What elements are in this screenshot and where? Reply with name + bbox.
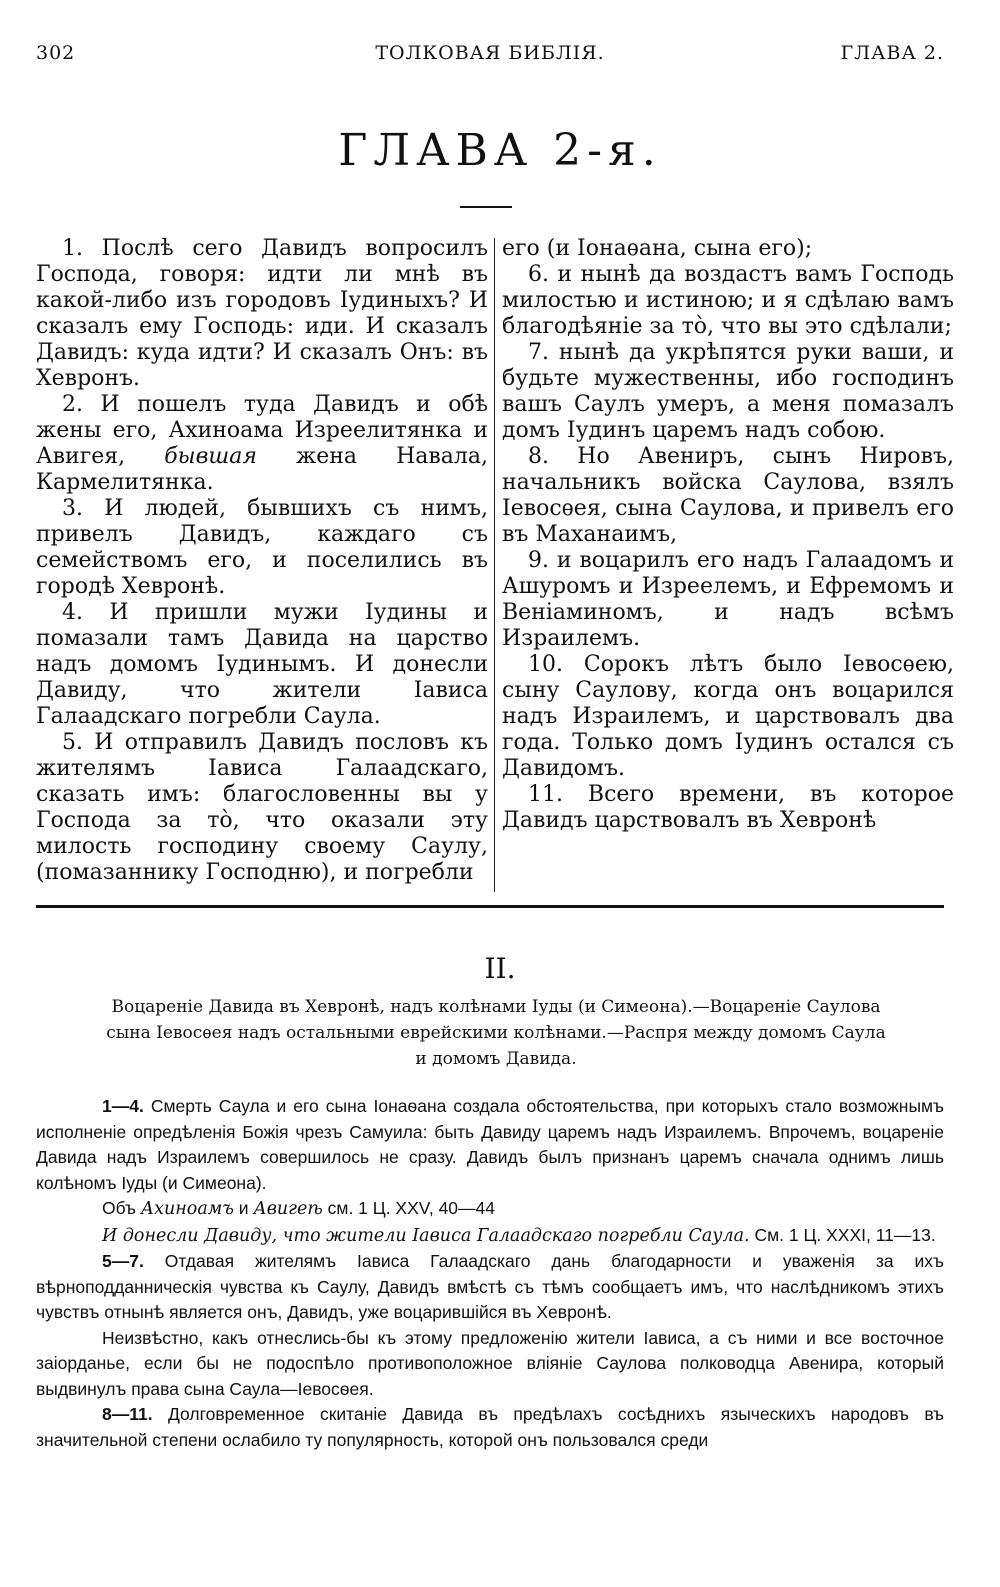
summary-line: и домомъ Давида. <box>415 1049 577 1069</box>
running-head <box>36 42 944 72</box>
commentary-paragraph: 1—4. Смерть Саула и его сына Іонаѳана создала обстоятельства, при которыхъ стало возможнымъ исполненіе опредѣленія Божія чрезъ Самуила: быть Давиду царемъ надъ Израилемъ. Впрочемъ, воцареніе Давида надъ Израилемъ совершилось не сразу. Давидъ былъ признанъ царемъ сначала однимъ лишь колѣномъ Іуды (и Симеона). <box>36 1096 944 1193</box>
chapter-title: ГЛАВА 2-я. <box>338 125 662 176</box>
verse-ref: 1—4. <box>102 1096 144 1116</box>
verse-ref: 5—7. <box>102 1251 144 1271</box>
verse: 9. и воцарилъ его надъ Галаадомъ и Ашуромъ и Изреелемъ, и Ефремомъ и Веніаминомъ, и надъ всѣмъ Израилемъ. <box>502 548 954 651</box>
verse: 1. Послѣ сего Давидъ вопросилъ Господа, говоря: идти ли мнѣ въ какой-либо изъ городовъ Іудиныхъ? И сказалъ ему Господь: иди. И сказалъ Давидъ: куда идти? И сказалъ Онъ: въ Хевронъ. <box>36 236 488 391</box>
commentary <box>36 1094 944 1453</box>
verse: 2. И пошелъ туда Давидъ и обѣ жены его, Ахиноама Изреелитянка и Авигея, бывшая жена Навала, Кармелитянка. <box>36 392 488 495</box>
verse: 11. Всего времени, въ которое Давидъ царствовалъ въ Хевронѣ <box>502 782 954 833</box>
verse: 3. И людей, бывшихъ съ нимъ, привелъ Давидъ, каждаго съ семействомъ его, и поселились въ городѣ Хевронѣ. <box>36 496 488 599</box>
running-chapter: ГЛАВА 2. <box>840 42 944 64</box>
verse: 7. нынѣ да укрѣпятся руки ваши, и будьте мужественны, ибо господинъ вашъ Саулъ умеръ, а меня помазалъ домъ Іудинъ царемъ надъ собою. <box>502 340 954 443</box>
commentary-paragraph: Объ Ахиноамъ и Авигеѣ см. 1 Ц. XXV, 40—44 <box>102 1198 495 1219</box>
commentary-paragraph: И донесли Давиду, что жители Іависа Галаадскаго погребли Саула. См. 1 Ц. XXXI, 11—13. <box>102 1224 936 1246</box>
summary-line: Воцареніе Давида въ Хевронѣ, надъ колѣнами Іуды (и Симеона).—Воцареніе Саулова <box>111 997 881 1017</box>
verse-continuation: его (и Іонаѳана, сына его); <box>502 236 813 261</box>
verse: 6. и нынѣ да воздастъ вамъ Господь милостью и истиною; и я сдѣлаю вамъ благодѣяніе за то̀, что вы это сдѣлали; <box>502 262 954 339</box>
italic-word: бывшая <box>164 444 257 469</box>
verse-columns <box>36 236 954 896</box>
title-rule <box>460 206 512 208</box>
verse: 4. И пришли мужи Іудины и помазали тамъ Давида на царство надъ домомъ Іудинымъ. И донесли Давиду, что жители Іависа Галаадскаго погребли Саула. <box>36 600 488 729</box>
summary-line: сына Іевосѳея надъ остальными еврейскими колѣнами.—Распря между домомъ Саула <box>106 1023 886 1043</box>
verse: 5. И отправилъ Давидъ пословъ къ жителямъ Іависа Галаадскаго, сказать имъ: благословенны вы у Господа за то̀, что оказали эту милость господину своему Саулу, (помазаннику Господню), и погребли <box>36 730 488 885</box>
book-title: ТОЛКОВАЯ БИБЛІЯ. <box>375 42 605 64</box>
verse-ref: 8—11. <box>102 1404 153 1424</box>
commentary-paragraph: Неизвѣстно, какъ отнеслись-бы къ этому предложенію жители Іависа, а съ ними и все восточное заіорданье, если бы не подоспѣло противоположное вліяніе Саулова полководца Авенира, который выдвинулъ права сына Саула—Іевосѳея. <box>36 1327 944 1399</box>
verse: 8. Но Авениръ, сынъ Нировъ, начальникъ войска Саулова, взялъ Іевосѳея, сына Саулова, и привелъ его въ Маханаимъ, <box>502 444 954 547</box>
commentary-paragraph: 5—7. Отдавая жителямъ Іависа Галаадскаго дань благодарности и уваженія за ихъ вѣрноподданническія чувства къ Саулу, Давидъ вмѣстѣ съ тѣмъ сообщаетъ имъ, что наслѣдникомъ этихъ чувствъ отнынѣ является онъ, Давидъ, уже воцарившійся въ Хевронѣ. <box>36 1251 944 1322</box>
verse: 10. Сорокъ лѣтъ было Іевосѳею, сыну Саулову, когда онъ воцарился надъ Израилемъ, и царствовалъ два года. Только домъ Іудинъ остался съ Давидомъ. <box>502 652 954 781</box>
verse-column-left <box>36 236 488 886</box>
section-number: II. <box>484 952 516 985</box>
section-rule <box>36 905 944 908</box>
section-summary <box>48 994 944 1072</box>
verse-column-right <box>502 236 954 834</box>
column-divider <box>494 238 495 892</box>
commentary-paragraph: 8—11. Долговременное скитаніе Давида въ предѣлахъ сосѣднихъ языческихъ народовъ въ значительной степени ослабило ту популярность, которой онъ пользовался среди <box>36 1404 944 1450</box>
page-number: 302 <box>36 42 76 64</box>
